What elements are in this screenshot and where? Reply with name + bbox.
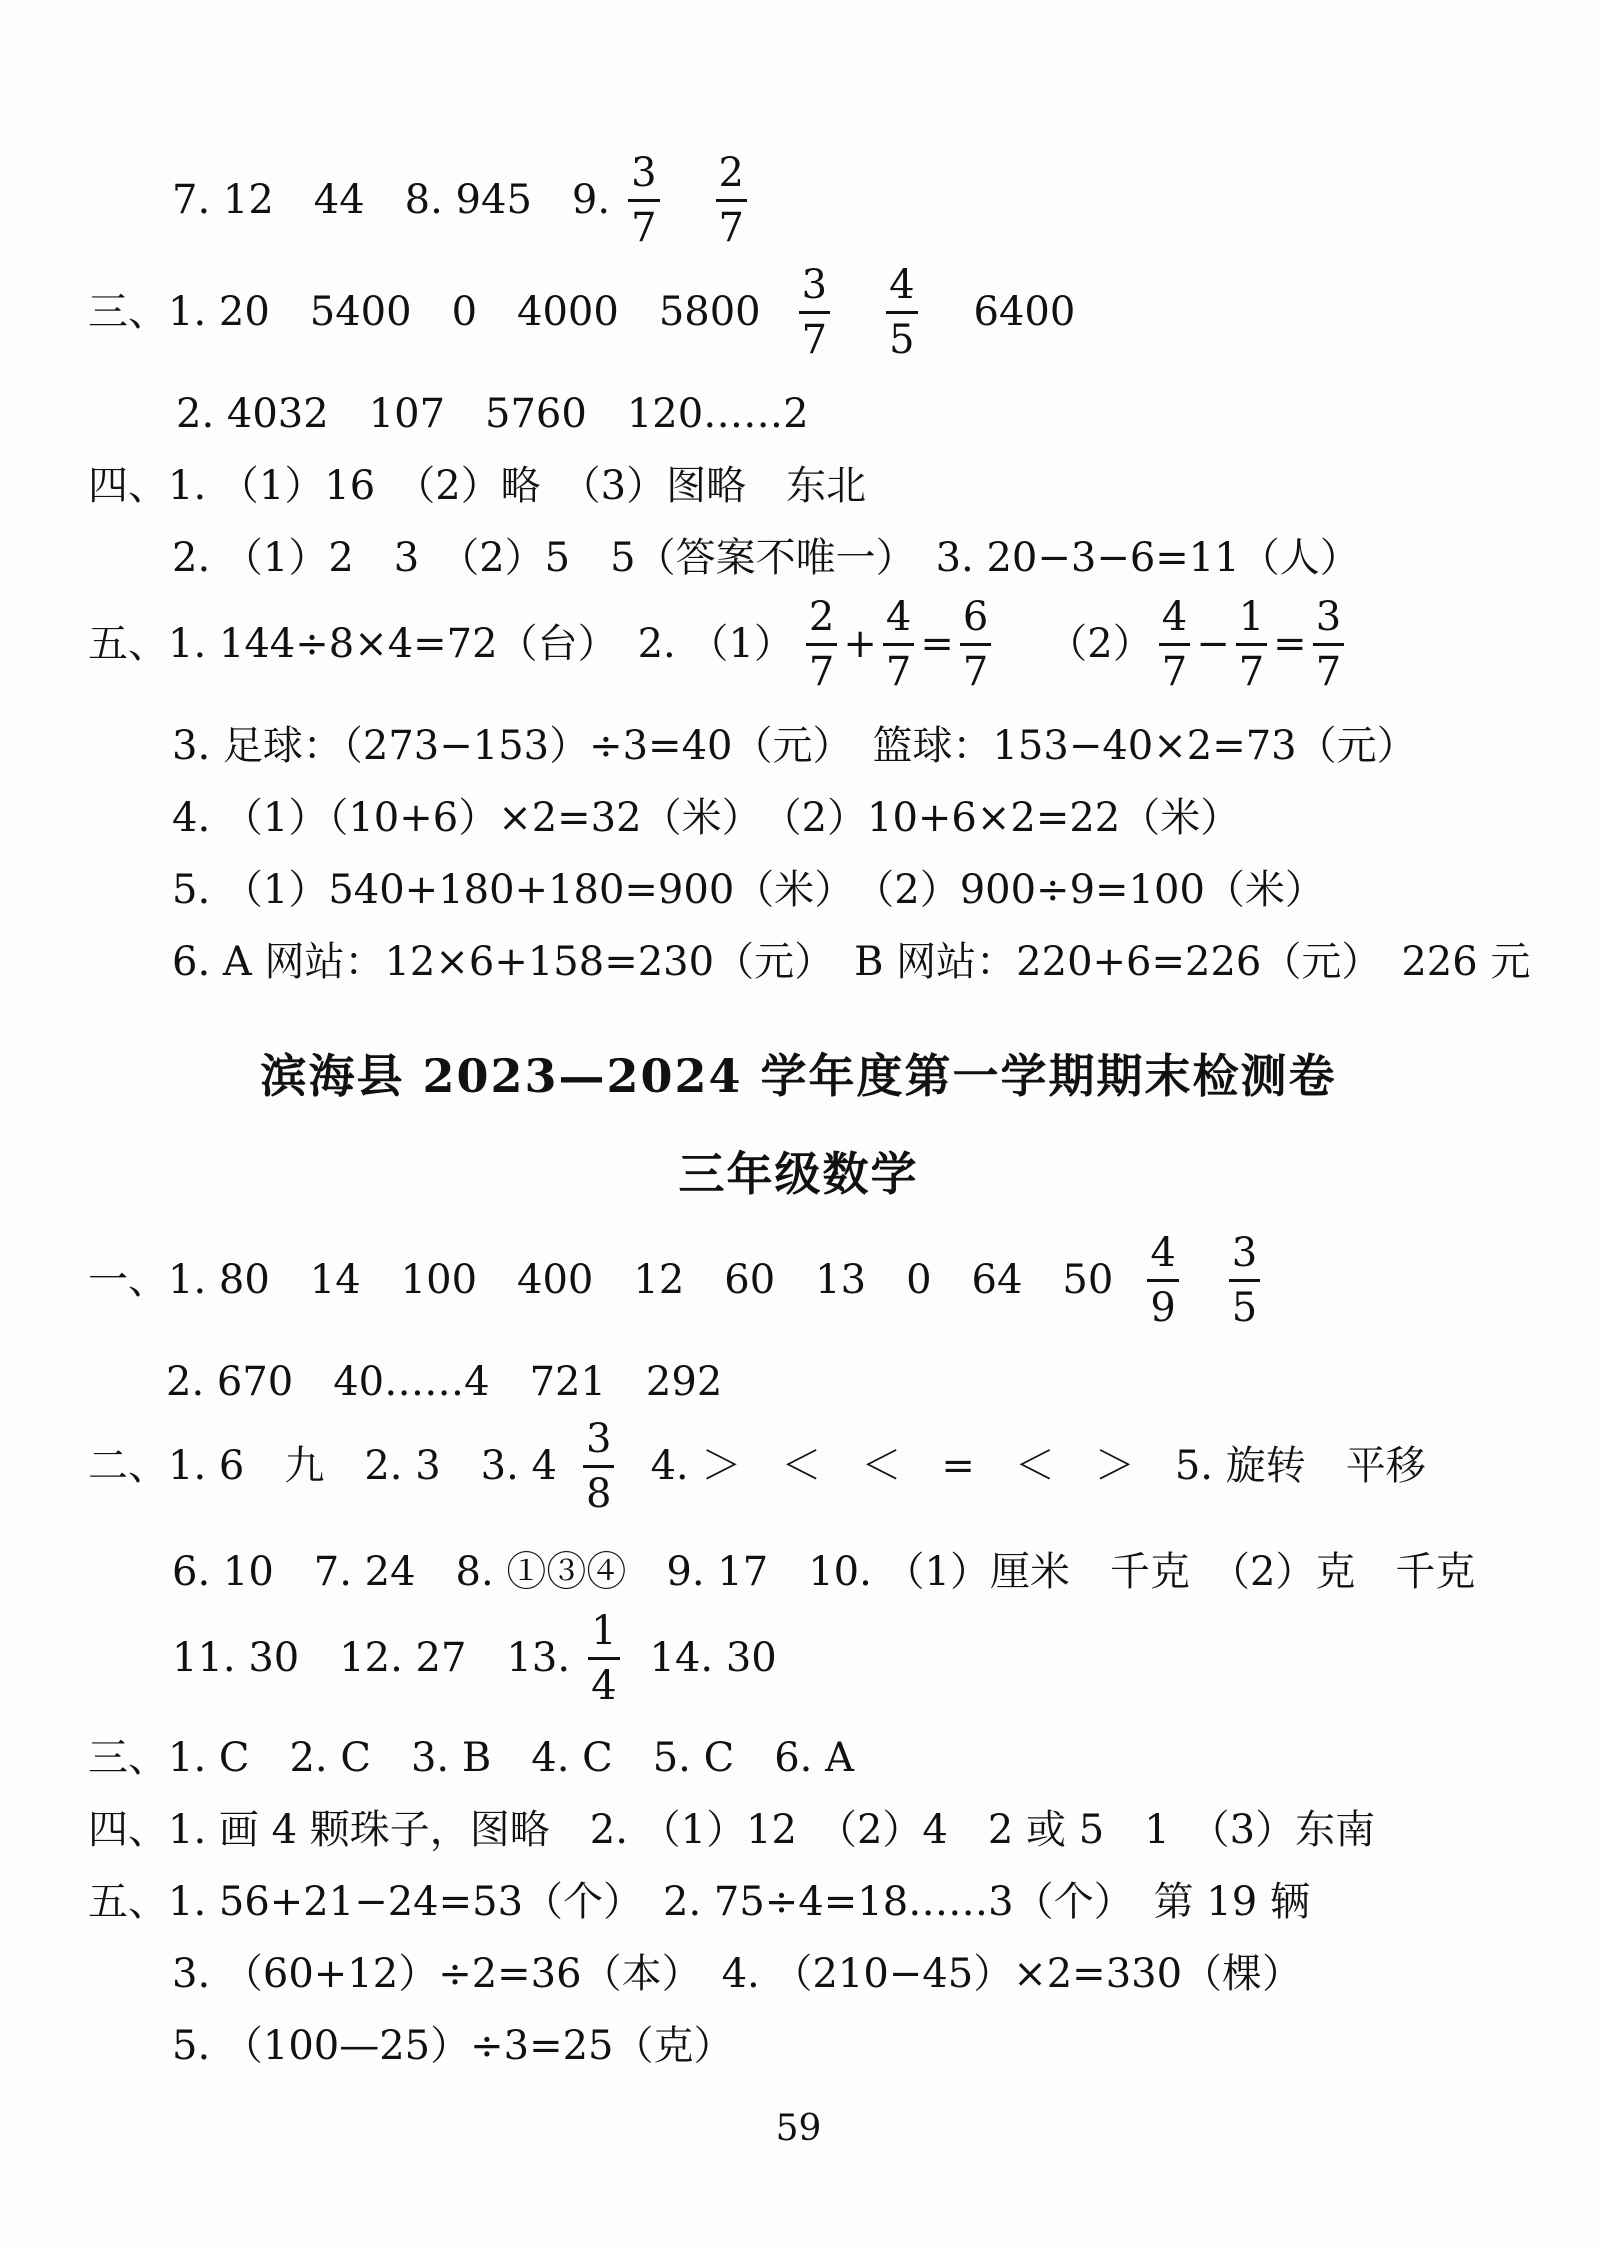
denominator: 7 — [885, 648, 912, 695]
fraction — [799, 261, 830, 363]
denominator: 7 — [1161, 648, 1188, 695]
answer-line — [88, 1879, 1310, 1925]
answer-line — [172, 535, 1360, 581]
fraction — [886, 261, 917, 363]
operator: = — [920, 621, 954, 667]
answer-text: 2. 670 40……4 721 292 — [166, 1359, 723, 1405]
answer-text: （2） — [1047, 621, 1153, 667]
operator: − — [1196, 621, 1230, 667]
answer-line — [172, 795, 1241, 841]
answer-text: 三、1. 20 5400 0 4000 5800 — [88, 289, 761, 335]
answer-text: 五、1. 144÷8×4=72（台） 2. （1） — [88, 621, 794, 667]
answer-text: 一、1. 80 14 100 400 12 60 13 0 64 50 — [88, 1257, 1114, 1303]
answer-text: 5. （1）540+180+180=900（米） （2）900÷9=100（米） — [172, 867, 1325, 913]
answer-line — [88, 593, 1350, 695]
answer-text: 4. （1）（10+6）×2=32（米） （2）10+6×2=22（米） — [172, 795, 1241, 841]
answer-text: 7. 12 44 8. 945 9. — [172, 177, 611, 223]
answer-line — [172, 1549, 1476, 1595]
numerator: 1 — [1236, 597, 1267, 646]
numerator: 1 — [588, 1611, 619, 1660]
numerator: 3 — [628, 153, 659, 202]
answer-text: 四、1. 画 4 颗珠子，图略 2. （1）12 （2）4 2 或 5 1 （3）东南 — [88, 1807, 1376, 1853]
answer-text: 2. 4032 107 5760 120……2 — [176, 391, 809, 437]
denominator: 7 — [801, 316, 828, 363]
page-number: 59 — [775, 2108, 822, 2149]
answer-line — [172, 2023, 734, 2069]
fraction — [806, 593, 837, 695]
numerator: 4 — [883, 597, 914, 646]
answer-text: 6. 10 7. 24 8. ①③④ 9. 17 10. （1）厘米 千克 （2）克 千克 — [172, 1549, 1476, 1595]
answer-line — [88, 1415, 1426, 1517]
denominator: 8 — [585, 1470, 612, 1517]
answer-line — [172, 1607, 777, 1709]
numerator: 2 — [806, 597, 837, 646]
fraction — [583, 1415, 614, 1517]
denominator: 5 — [1231, 1284, 1258, 1331]
denominator: 7 — [718, 204, 744, 251]
answer-line — [172, 723, 1417, 769]
denominator: 7 — [1238, 648, 1265, 695]
section-title: 滨海县 2023—2024 学年度第一学期期末检测卷 — [260, 1049, 1337, 1103]
fraction — [588, 1607, 619, 1709]
answer-line — [88, 463, 867, 509]
answer-text: 3. （60+12）÷2=36（本） 4. （210−45）×2=330（棵） — [172, 1951, 1303, 1997]
numerator: 3 — [583, 1419, 614, 1468]
fraction — [1236, 593, 1267, 695]
answer-text: 6400 — [973, 289, 1076, 335]
numerator: 3 — [1229, 1233, 1260, 1282]
answer-text: 三、1. C 2. C 3. B 4. C 5. C 6. A — [88, 1735, 854, 1781]
fraction — [628, 149, 659, 251]
answer-text: 四、1. （1）16 （2）略 （3）图略 东北 — [88, 463, 867, 509]
answer-line — [88, 261, 1076, 363]
fraction — [883, 593, 914, 695]
numerator: 4 — [1159, 597, 1190, 646]
numerator: 2 — [716, 153, 747, 202]
answer-text: 5. （100—25）÷3=25（克） — [172, 2023, 734, 2069]
answer-text: 二、1. 6 九 2. 3 3. 4 — [88, 1443, 557, 1489]
numerator: 6 — [960, 597, 991, 646]
denominator: 9 — [1150, 1284, 1176, 1331]
answer-text: 11. 30 12. 27 13. — [172, 1635, 571, 1681]
answer-text: 6. A 网站：12×6+158=230（元） B 网站：220+6=226（元） 226 元 — [172, 939, 1531, 985]
answer-line — [166, 1359, 723, 1405]
answer-text: 4. ＞ ＜ ＜ = ＜ ＞ 5. 旋转 平移 — [650, 1443, 1426, 1489]
answer-text: 五、1. 56+21−24=53（个） 2. 75÷4=18……3（个） 第 19 辆 — [88, 1879, 1310, 1925]
numerator: 4 — [886, 265, 917, 314]
denominator: 7 — [631, 204, 657, 251]
answer-line — [172, 867, 1325, 913]
answer-text: 3. 足球：（273−153）÷3=40（元） 篮球：153−40×2=73（元） — [172, 723, 1417, 769]
answer-line — [88, 1229, 1266, 1331]
answer-line — [88, 1807, 1376, 1853]
numerator: 3 — [1313, 597, 1344, 646]
numerator: 3 — [799, 265, 830, 314]
denominator: 5 — [889, 316, 915, 363]
answer-line — [172, 1951, 1303, 1997]
operator: = — [1273, 621, 1307, 667]
denominator: 7 — [962, 648, 989, 695]
answer-text: 2. （1）2 3 （2）5 5（答案不唯一） 3. 20−3−6=11（人） — [172, 535, 1360, 581]
fraction — [716, 149, 747, 251]
operator: + — [843, 621, 877, 667]
fraction — [1159, 593, 1190, 695]
fraction — [1313, 593, 1344, 695]
answer-line — [172, 939, 1531, 985]
fraction — [1229, 1229, 1260, 1331]
denominator: 7 — [808, 648, 835, 695]
fraction — [1147, 1229, 1178, 1331]
answer-line — [88, 1735, 854, 1781]
answer-line — [176, 391, 809, 437]
numerator: 4 — [1147, 1233, 1178, 1282]
denominator: 4 — [591, 1662, 617, 1709]
answer-text: 14. 30 — [649, 1635, 777, 1681]
answer-line — [172, 149, 753, 251]
fraction — [960, 593, 991, 695]
denominator: 7 — [1315, 648, 1342, 695]
section-subtitle: 三年级数学 — [678, 1147, 919, 1201]
